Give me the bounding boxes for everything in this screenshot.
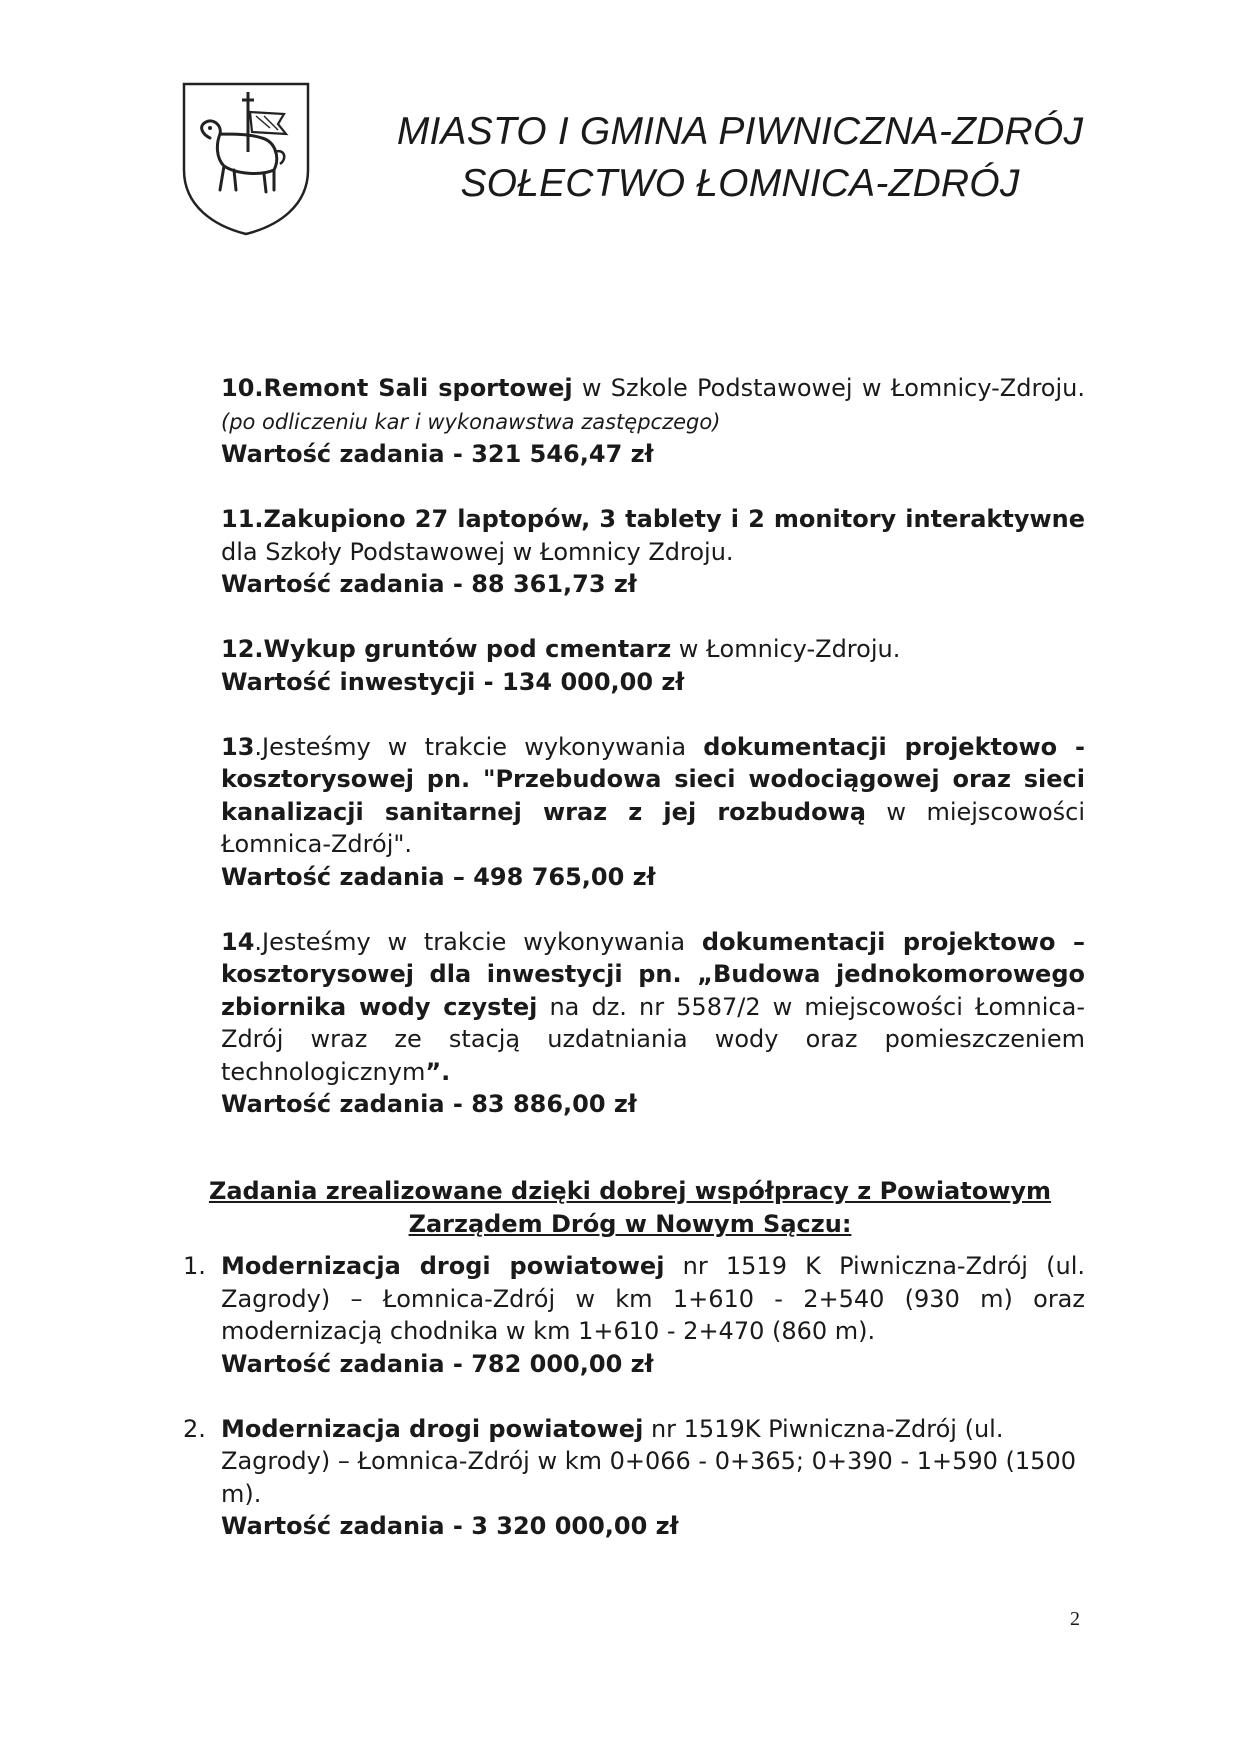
list-item-value: Wartość zadania - 3 320 000,00 zł [221,1512,679,1540]
task-value: Wartość zadania - 83 886,00 zł [221,1090,637,1118]
task-list [221,372,1085,1153]
task-description: 11.Zakupiono 27 laptopów, 3 tablety i 2 monitory interaktywne dla Szkoły Podstawowej w Łomnicy Zdroju. [221,505,1085,566]
page-number: 2 [1070,1608,1080,1630]
list-item-description: Modernizacja drogi powiatowej nr 1519 K Piwniczna-Zdrój (ul. Zagrody) – Łomnica-Zdrój w km 1+610 - 2+540 (930 m) oraz modernizacją chodnika w km 1+610 - 2+470 (860 m). [221,1252,1085,1345]
task-description: 14.Jesteśmy w trakcie wykonywania dokumentacji projektowo – kosztorysowej dla inwestycji pn. „Budowa jednokomorowego zbiornika wody czystej na dz. nr 5587/2 w miejscowości Łomnica-Zdrój wraz ze stacją uzdatniania wody oraz pomieszczeniem technologicznym”. [221,927,1085,1086]
task-item-12 [221,633,1085,698]
task-value: Wartość inwestycji - 134 000,00 zł [221,667,685,696]
task-description: 13.Jesteśmy w trakcie wykonywania dokumentacji projektowo - kosztorysowej pn. "Przebudowa sieci wodociągowej oraz sieci kanalizacji sanitarnej wraz z jej rozbudową w miejscowości Łomnica-Zdrój". [221,732,1085,858]
coat-of-arms-icon [180,78,312,238]
list-item: 2. Modernizacja drogi powiatowej nr 1519K Piwniczna-Zdrój (ul. Zagrody) – Łomnica-Zdrój w km 0+066 - 0+365; 0+390 - 1+590 (1500 m). Wartość zadania - 3 320 000,00 zł [175,1413,1085,1543]
task-item-13 [221,731,1085,894]
task-value: Wartość zadania - 88 361,73 zł [221,570,637,598]
road-works-list [175,1250,1085,1575]
page-header [360,106,1120,210]
task-item-14 [221,926,1085,1121]
task-description: 10.Remont Sali sportowej w Szkole Podstawowej w Łomnicy-Zdroju. (po odliczeniu kar i wykonawstwa zastępczego) [221,374,1085,434]
task-item-10 [221,372,1085,471]
task-item-11 [221,503,1085,601]
header-title: MIASTO I GMINA PIWNICZNA-ZDRÓJ [396,110,1084,153]
list-item-description: Modernizacja drogi powiatowej nr 1519K Piwniczna-Zdrój (ul. Zagrody) – Łomnica-Zdrój w km 0+066 - 0+365; 0+390 - 1+590 (1500 m). [221,1414,1076,1508]
header-subtitle: SOŁECTWO ŁOMNICA-ZDRÓJ [460,162,1020,205]
list-item: 1. Modernizacja drogi powiatowej nr 1519 K Piwniczna-Zdrój (ul. Zagrody) – Łomnica-Zdrój w km 1+610 - 2+540 (930 m) oraz modernizacją chodnika w km 1+610 - 2+470 (860 m). Wartość zadania - 782 000,00 zł [175,1250,1085,1380]
section-heading: Zadania zrealizowane dzięki dobrej współpracy z Powiatowym Zarządem Dróg w Nowym Sączu: [208,1177,1052,1238]
task-value: Wartość zadania - 321 546,47 zł [221,440,654,468]
list-item-value: Wartość zadania - 782 000,00 zł [221,1349,654,1378]
task-value: Wartość zadania – 498 765,00 zł [221,862,656,891]
task-description: 12.Wykup gruntów pod cmentarz w Łomnicy-Zdroju. [221,635,901,663]
